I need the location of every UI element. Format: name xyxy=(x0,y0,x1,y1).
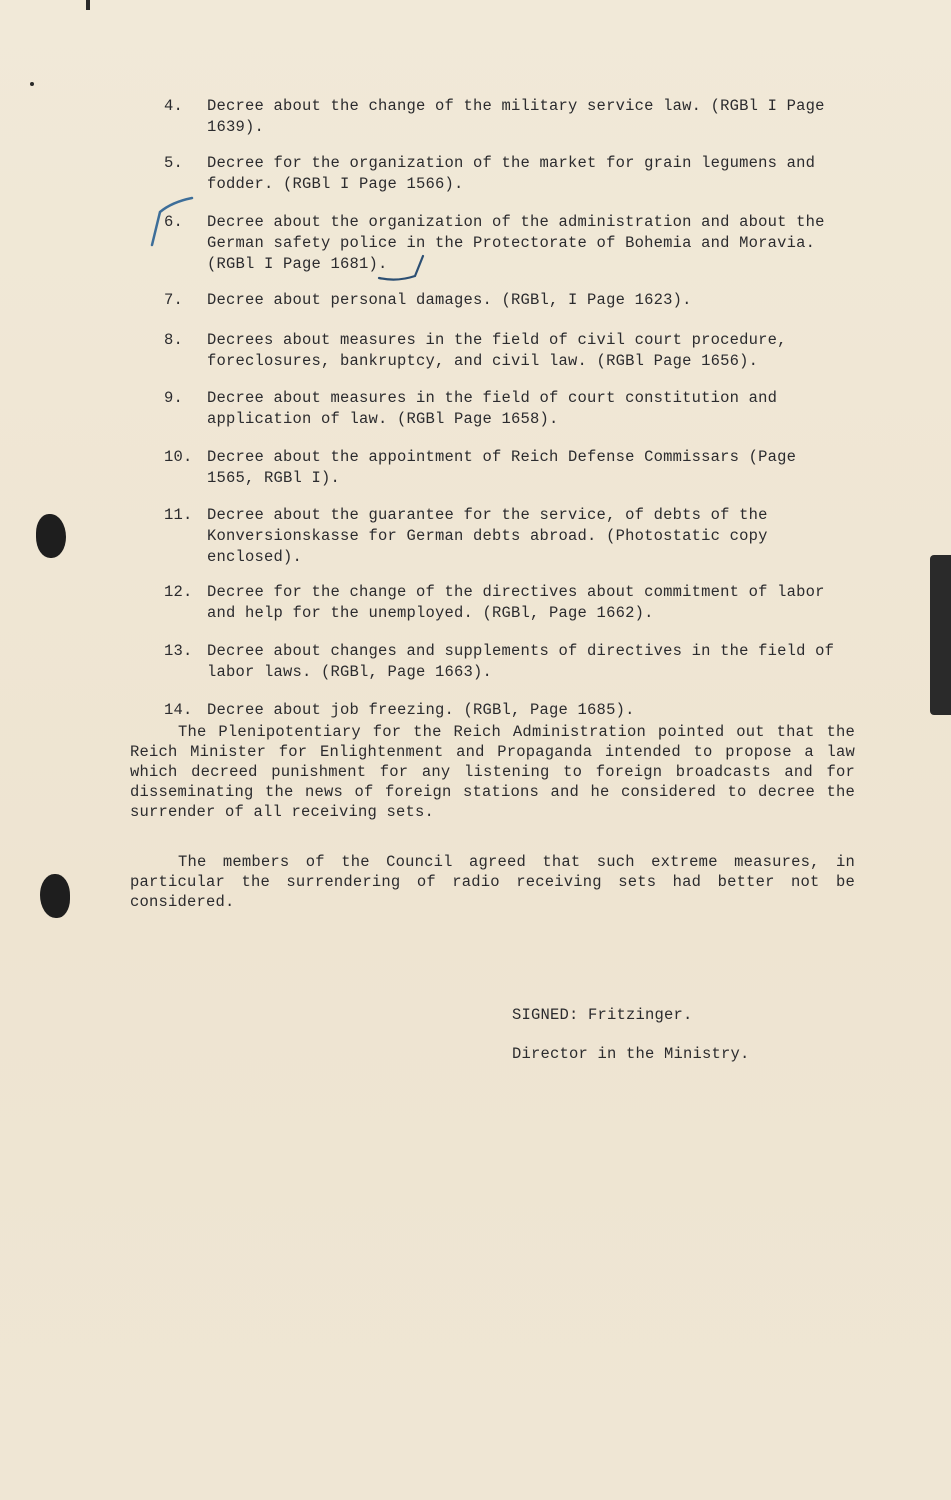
top-edge-mark xyxy=(86,0,90,10)
item-number: 13. xyxy=(164,642,193,660)
item-text: Decree about personal damages. (RGBl, I Page 1623). xyxy=(207,291,692,309)
item-text: Decree about the appointment of Reich Defense Commissars (Page 1565, RGBl I). xyxy=(207,448,797,487)
item-number: 6. xyxy=(164,213,184,231)
punch-hole-lower xyxy=(40,874,70,918)
item-number: 7. xyxy=(164,291,184,309)
item-text: Decrees about measures in the field of civil court procedure, foreclosures, bankruptcy, and civil law. (RGBl Page 1656). xyxy=(207,331,787,370)
item-number: 11. xyxy=(164,506,193,524)
body-paragraph: The members of the Council agreed that such extreme measures, in particular the surrendering of radio receiving sets had better not be considered. xyxy=(130,853,855,911)
item-number: 5. xyxy=(164,154,184,172)
item-text: Decree about the guarantee for the service, of debts of the Konversionskasse for German debts abroad. (Photostatic copy enclosed). xyxy=(207,506,768,566)
item-number: 14. xyxy=(164,701,193,719)
item-number: 4. xyxy=(164,97,184,115)
item-text: Decree about the change of the military service law. (RGBl I Page 1639). xyxy=(207,97,825,136)
right-edge-tab xyxy=(930,555,951,715)
punch-hole-upper xyxy=(36,514,66,558)
item-text: Decree about changes and supplements of directives in the field of labor laws. (RGBl, Page 1663). xyxy=(207,642,835,681)
item-number: 10. xyxy=(164,448,193,466)
item-text: Decree for the organization of the market for grain legumens and fodder. (RGBl I Page 1566). xyxy=(207,154,816,193)
signatory-title: Director in the Ministry. xyxy=(512,1045,750,1063)
item-number: 9. xyxy=(164,389,184,407)
item-number: 8. xyxy=(164,331,184,349)
body-paragraph: The Plenipotentiary for the Reich Administration pointed out that the Reich Minister for Enlightenment and Propaganda intended to propose a law which decreed punishment for any listening to foreign broadcasts and for disseminating the news of foreign stations and he considered to decree the surrender of all receiving sets. xyxy=(130,723,855,821)
item-text: Decree for the change of the directives about commitment of labor and help for the unemployed. (RGBl, Page 1662). xyxy=(207,583,825,622)
item-text: Decree about job freezing. (RGBl, Page 1685). xyxy=(207,701,635,719)
signature-line: SIGNED: Fritzinger. xyxy=(512,1006,693,1024)
left-edge-dot xyxy=(30,82,34,86)
item-number: 12. xyxy=(164,583,193,601)
item-text: Decree about measures in the field of court constitution and application of law. (RGBl Page 1658). xyxy=(207,389,778,428)
item-text: Decree about the organization of the administration and about the German safety police in the Protectorate of Bohemia and Moravia. (RGBl I Page 1681). xyxy=(207,213,825,273)
